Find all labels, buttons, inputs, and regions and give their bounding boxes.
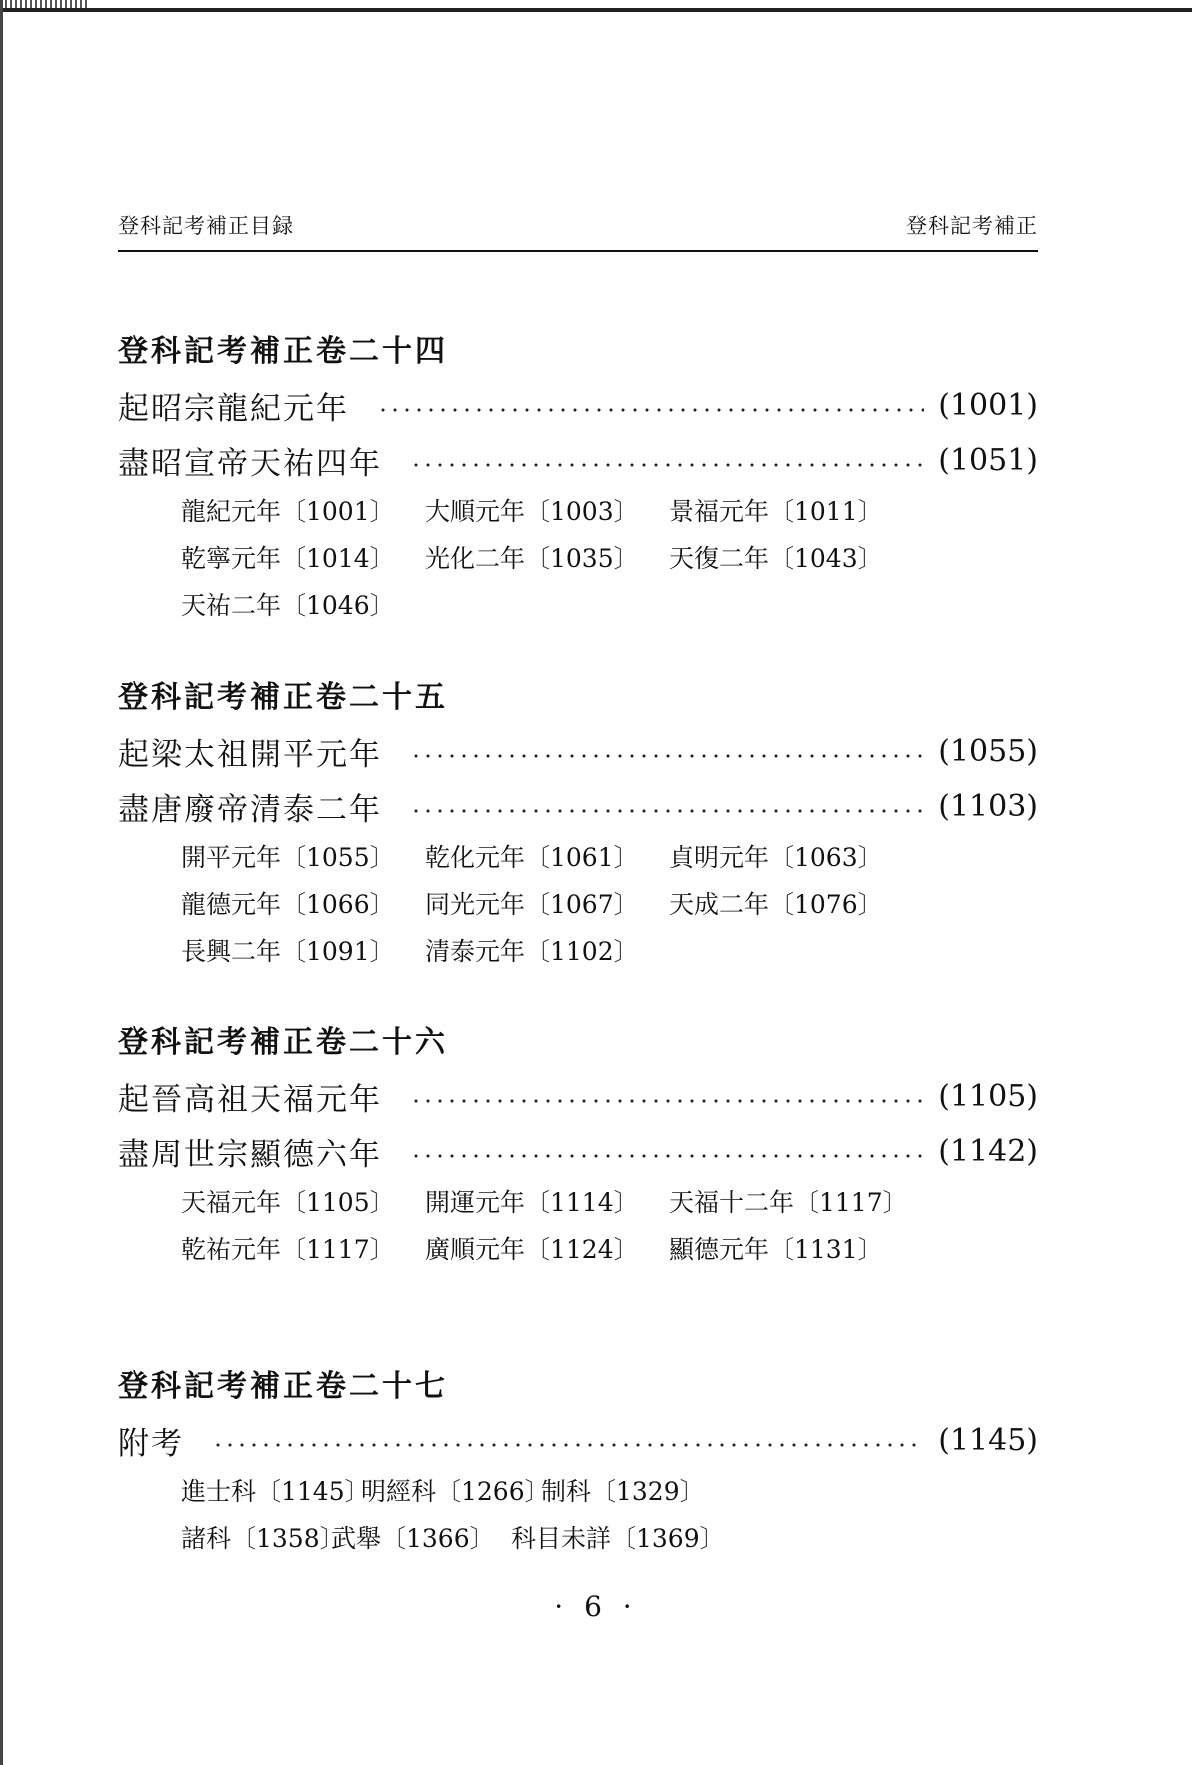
toc-section-juan-27 [118, 1361, 1038, 1562]
page-ref: (1145) [938, 1423, 1038, 1458]
sub-index-item[interactable]: 廣順元年〔1124〕 [425, 1235, 639, 1264]
entry-label: 盡唐廢帝清泰二年 [118, 792, 382, 828]
sub-index-item[interactable]: 大順元年〔1003〕 [425, 497, 639, 526]
toc-entry[interactable] [118, 1069, 1038, 1124]
sub-index-row [118, 535, 1038, 582]
sub-index-item[interactable]: 進士科〔1145〕 [181, 1477, 370, 1506]
toc-section-juan-24 [118, 326, 1038, 629]
sub-index-item[interactable]: 清泰元年〔1102〕 [425, 937, 639, 966]
section-title: 登科記考補正卷二十四 [118, 334, 448, 369]
section-title: 登科記考補正卷二十七 [118, 1369, 448, 1404]
sub-index-item[interactable]: 武舉〔1366〕 [331, 1524, 495, 1553]
sub-index-item[interactable]: 開運元年〔1114〕 [425, 1188, 639, 1217]
toc-entry[interactable] [118, 378, 1038, 433]
sub-index-item[interactable]: 制科〔1329〕 [541, 1477, 705, 1506]
running-header-left: 登科記考補正目録 [118, 214, 294, 238]
sub-index-item[interactable]: 天成二年〔1076〕 [669, 890, 883, 919]
page-ref: (1051) [938, 443, 1038, 478]
scan-top-rule [0, 8, 1192, 12]
sub-index-item[interactable]: 天祐二年〔1046〕 [181, 591, 395, 620]
sub-index-item[interactable]: 開平元年〔1055〕 [181, 843, 395, 872]
sub-index-item[interactable]: 光化二年〔1035〕 [425, 544, 639, 573]
section-title: 登科記考補正卷二十五 [118, 680, 448, 715]
sub-index-item[interactable]: 乾祐元年〔1117〕 [181, 1235, 395, 1264]
sub-index-item[interactable]: 顯德元年〔1131〕 [669, 1235, 883, 1264]
toc-entry[interactable] [118, 779, 1038, 834]
scan-left-edge [0, 0, 3, 1765]
sub-index-row [118, 1468, 1038, 1515]
section-title: 登科記考補正卷二十六 [118, 1025, 448, 1060]
sub-index-row [118, 1226, 1038, 1273]
page-ref: (1001) [938, 388, 1038, 423]
toc-entry[interactable] [118, 1413, 1038, 1468]
dot-leader [410, 1153, 924, 1159]
toc-entry[interactable] [118, 433, 1038, 488]
toc-section-juan-26 [118, 1017, 1038, 1273]
dot-leader [377, 407, 924, 413]
sub-index-item[interactable]: 龍德元年〔1066〕 [181, 890, 395, 919]
sub-index-row [118, 1515, 1038, 1562]
toc-section-juan-25 [118, 672, 1038, 975]
entry-label: 盡周世宗顯德六年 [118, 1137, 382, 1173]
sub-index-item[interactable]: 龍紀元年〔1001〕 [181, 497, 395, 526]
sub-index-row [118, 1179, 1038, 1226]
running-header [118, 206, 1038, 252]
sub-index-row [118, 881, 1038, 928]
sub-index-row [118, 834, 1038, 881]
sub-index-item[interactable]: 景福元年〔1011〕 [669, 497, 883, 526]
entry-label: 盡昭宣帝天祐四年 [118, 446, 382, 482]
running-header-right: 登科記考補正 [906, 214, 1038, 238]
page-ref: (1055) [938, 734, 1038, 769]
sub-index-row [118, 928, 1038, 975]
page-ref: (1142) [938, 1134, 1038, 1169]
page-number: · 6 · [554, 1590, 638, 1623]
sub-index-item[interactable]: 天福元年〔1105〕 [181, 1188, 395, 1217]
scan-top-border [0, 0, 1192, 22]
dot-leader [410, 462, 924, 468]
entry-label: 起昭宗龍紀元年 [118, 391, 349, 427]
sub-index-item[interactable]: 長興二年〔1091〕 [181, 937, 395, 966]
sub-index-item[interactable]: 天復二年〔1043〕 [669, 544, 883, 573]
sub-index-item[interactable]: 科目未詳〔1369〕 [511, 1524, 725, 1553]
sub-index-item[interactable]: 明經科〔1266〕 [361, 1477, 550, 1506]
dot-leader [410, 753, 924, 759]
page-ref: (1105) [938, 1079, 1038, 1114]
entry-label: 附考 [118, 1426, 184, 1462]
sub-index-row [118, 488, 1038, 535]
sub-index-item[interactable]: 同光元年〔1067〕 [425, 890, 639, 919]
sub-index-item[interactable]: 乾化元年〔1061〕 [425, 843, 639, 872]
toc-entry[interactable] [118, 724, 1038, 779]
sub-index-item[interactable]: 天福十二年〔1117〕 [669, 1188, 908, 1217]
sub-index-item[interactable]: 乾寧元年〔1014〕 [181, 544, 395, 573]
entry-label: 起梁太祖開平元年 [118, 737, 382, 773]
entry-label: 起晉高祖天福元年 [118, 1082, 382, 1118]
toc-entry[interactable] [118, 1124, 1038, 1179]
sub-index-row [118, 582, 1038, 629]
dot-leader [410, 1098, 924, 1104]
page-ref: (1103) [938, 789, 1038, 824]
sub-index-item[interactable]: 諸科〔1358〕 [181, 1524, 345, 1553]
dot-leader [410, 808, 924, 814]
dot-leader [212, 1442, 924, 1448]
sub-index-item[interactable]: 貞明元年〔1063〕 [669, 843, 883, 872]
